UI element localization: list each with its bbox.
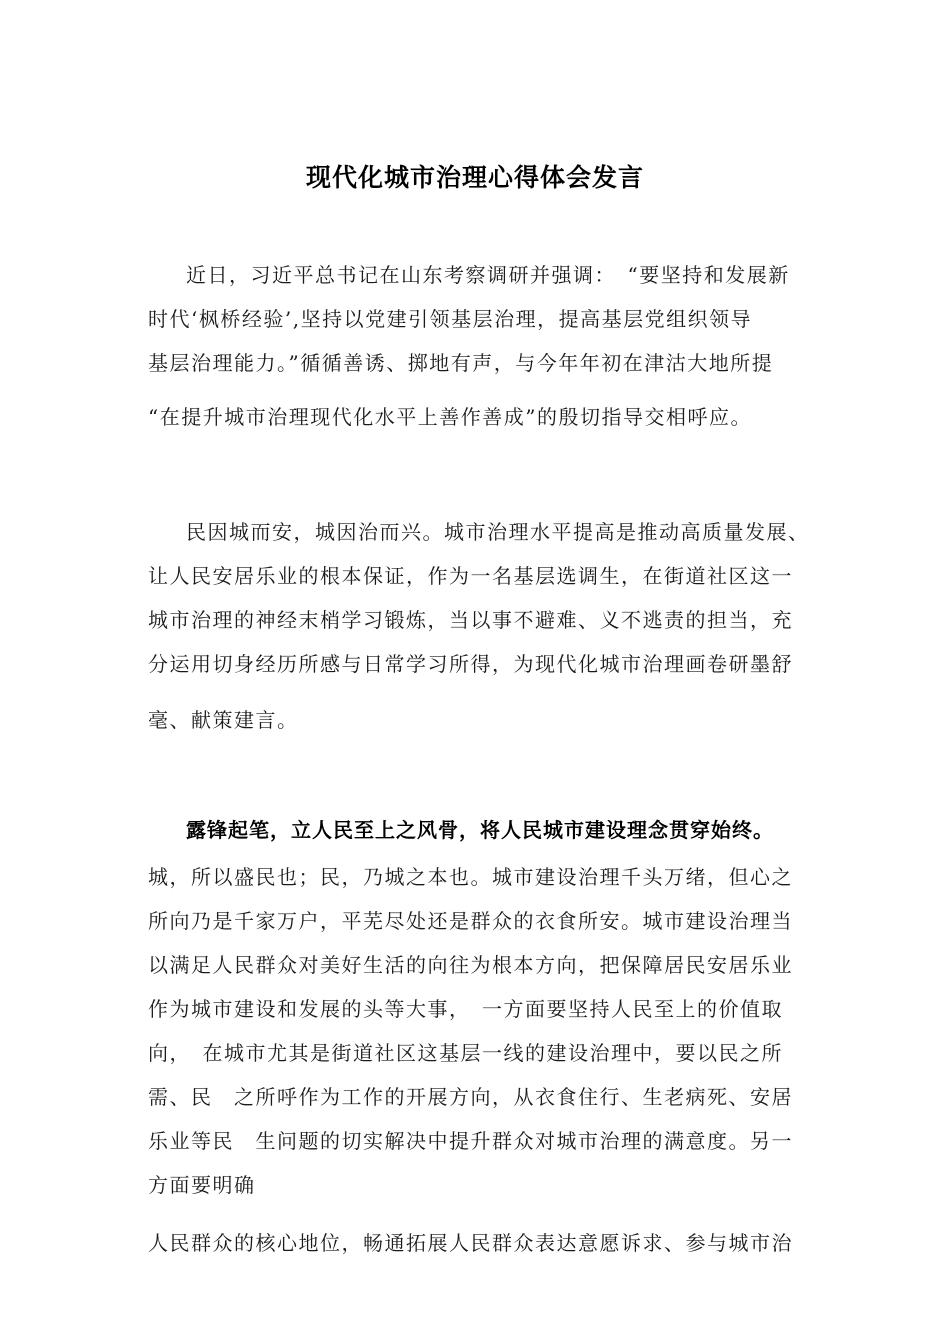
paragraph-3-line-1: 城，所以盛民也；民，乃城之本也。城市建设治理千头万绪，但心之: [148, 865, 793, 889]
paragraph-3-line-7: 乐业等民 生问题的切实解决中提升群众对城市治理的满意度。另一: [148, 1129, 793, 1153]
paragraph-3-line-3: 以满足人民群众对美好生活的向往为根本方向，把保障居民安居乐业: [148, 953, 793, 977]
paragraph-3-line-5: 向， 在城市尤其是街道社区这基层一线的建设治理中，要以民之所: [148, 1041, 783, 1065]
paragraph-2-line-4: 分运用切身经历所感与日常学习所得，为现代化城市治理画卷研墨舒: [148, 652, 793, 676]
paragraph-3-line-4: 作为城市建设和发展的头等大事， 一方面要坚持人民至上的价值取: [148, 997, 783, 1021]
paragraph-4-line-1: 人民群众的核心地位，畅通拓展人民群众表达意愿诉求、参与城市治: [148, 1231, 793, 1255]
section-heading: 露锋起笔，立人民至上之风骨，将人民城市建设理念贯穿始终。: [186, 818, 774, 842]
paragraph-2-line-5: 毫、献策建言。: [148, 708, 299, 732]
paragraph-2-line-1: 民因城而安，城因治而兴。城市治理水平提高是推动高质量发展、: [186, 520, 810, 544]
paragraph-3-line-6: 需、民 之所呼作为工作的开展方向，从衣食住行、生老病死、安居: [148, 1085, 793, 1109]
paragraph-2-line-2: 让人民安居乐业的根本保证，作为一名基层选调生，在街道社区这一: [148, 564, 793, 588]
paragraph-2-line-3: 城市治理的神经末梢学习锻炼，当以事不避难、义不逃责的担当，充: [148, 608, 793, 632]
document-title: 现代化城市治理心得体会发言: [305, 163, 644, 192]
paragraph-1-line-3: 基层治理能力。”循循善诱、掷地有声，与今年年初在津沽大地所提: [148, 351, 774, 375]
paragraph-1-line-4: “在提升城市治理现代化水平上善作善成”的殷切指导交相呼应。: [148, 405, 752, 429]
paragraph-3-line-2: 所向乃是千家万户，平芜尽处还是群众的衣食所安。城市建设治理当: [148, 909, 793, 933]
paragraph-3-line-8: 方面要明确: [148, 1173, 256, 1197]
paragraph-1-line-1: 近日，习近平总书记在山东考察调研并强调： “要坚持和发展新: [186, 263, 790, 287]
paragraph-1-line-2: 时代‘枫桥经验’,坚持以党建引领基层治理，提高基层党组织领导: [148, 307, 753, 331]
